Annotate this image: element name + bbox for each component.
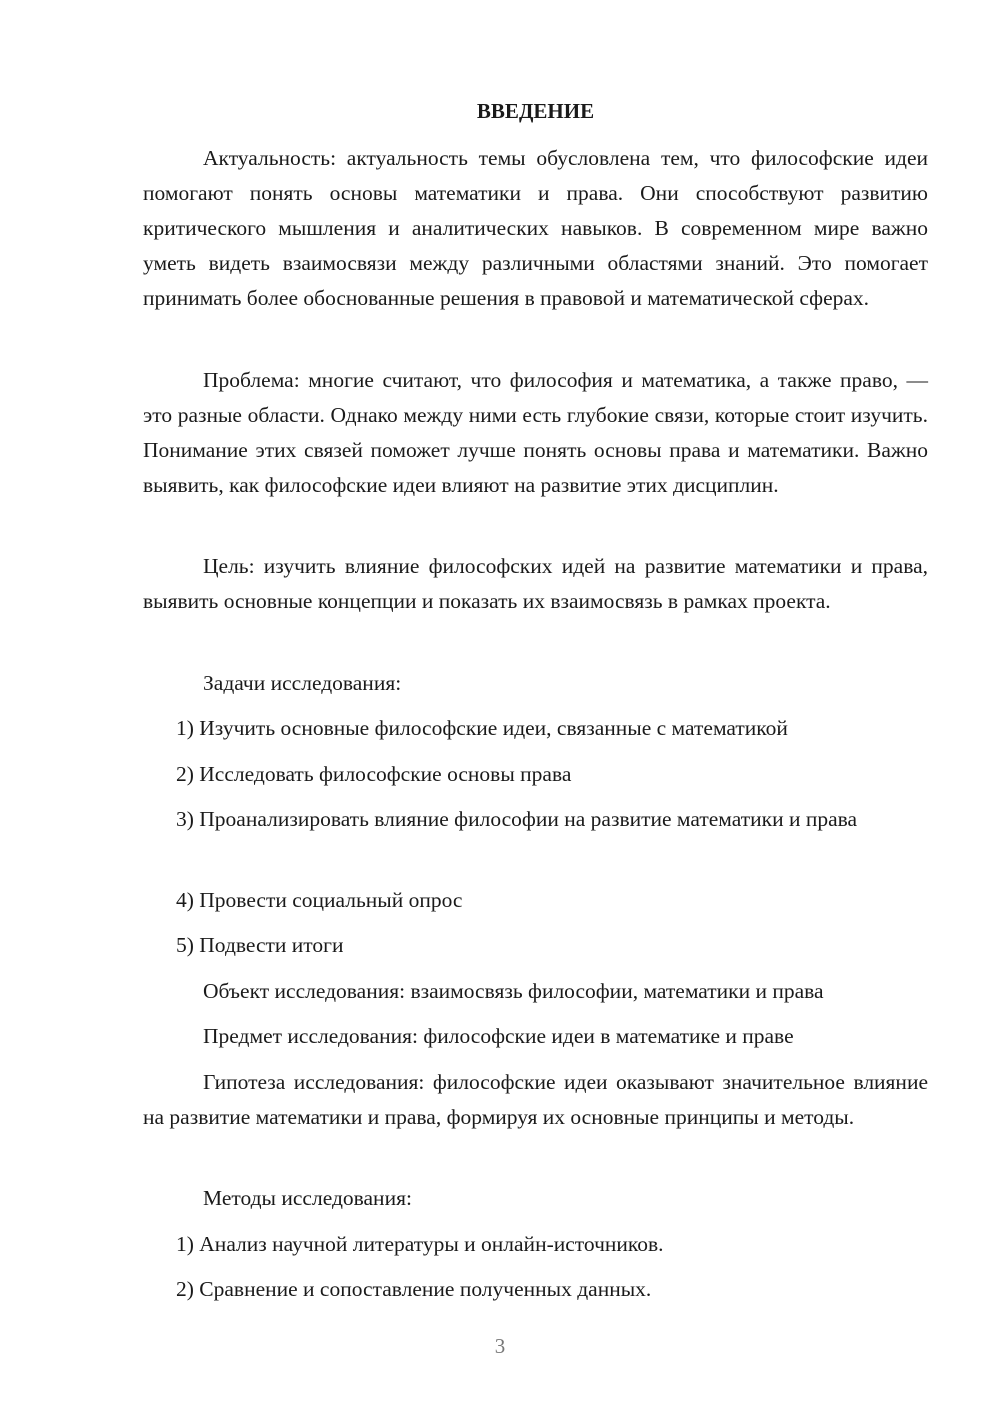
subject-paragraph: Предмет исследования: философские идеи в математике и праве bbox=[203, 1024, 794, 1048]
task-item-5: 5) Подвести итоги bbox=[176, 933, 344, 957]
task-item-2: 2) Исследовать философские основы права bbox=[176, 762, 572, 786]
goal-paragraph: Цель: изучить влияние философских идей на развитие математики и права, выявить основные концепции и показать их взаимосвязь в рамках проекта. bbox=[143, 554, 928, 613]
task-item-1: 1) Изучить основные философские идеи, связанные с математикой bbox=[176, 716, 788, 740]
page-number: 3 bbox=[494, 1334, 506, 1358]
section-heading: ВВЕДЕНИЕ bbox=[476, 99, 595, 123]
method-item-1: 1) Анализ научной литературы и онлайн-источников. bbox=[176, 1232, 664, 1256]
methods-title: Методы исследования: bbox=[203, 1186, 412, 1210]
problem-paragraph: Проблема: многие считают, что философия и математика, а также право, — это разные области. Однако между ними есть глубокие связи, которые стоит изучить. Понимание этих связей поможет лучше понять основы права и математики. Важно выявить, как философские идеи влияют на развитие этих дисциплин. bbox=[143, 368, 928, 497]
relevance-paragraph: Актуальность: актуальность темы обусловлена тем, что философские идеи помогают понять основы математики и права. Они способствуют развитию критического мышления и аналитических навыков. В современном мире важно уметь видеть взаимосвязи между различными областями знаний. Это помогает принимать более обоснованные решения в правовой и математической сферах. bbox=[143, 146, 928, 310]
tasks-title: Задачи исследования: bbox=[203, 671, 402, 695]
hypothesis-paragraph: Гипотеза исследования: философские идеи оказывают значительное влияние на развитие математики и права, формируя их основные принципы и методы. bbox=[143, 1070, 928, 1129]
object-paragraph: Объект исследования: взаимосвязь философии, математики и права bbox=[203, 979, 824, 1003]
method-item-2: 2) Сравнение и сопоставление полученных данных. bbox=[176, 1277, 652, 1301]
task-item-4: 4) Провести социальный опрос bbox=[176, 888, 463, 912]
task-item-3: 3) Проанализировать влияние философии на развитие математики и права bbox=[176, 807, 858, 831]
